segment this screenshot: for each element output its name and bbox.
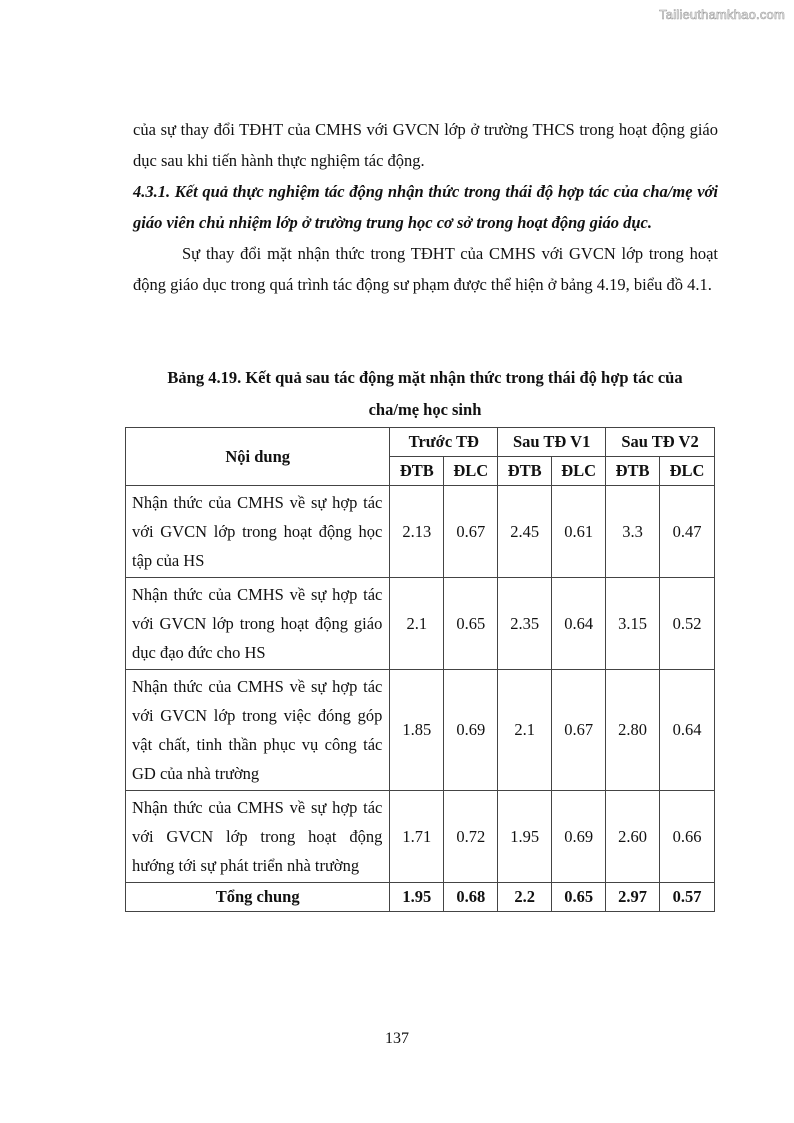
- cell-value: 0.52: [660, 578, 715, 670]
- subheader-dtb: ĐTB: [390, 457, 444, 486]
- cell-value: 3.15: [606, 578, 660, 670]
- subheader-dlc: ĐLC: [444, 457, 498, 486]
- total-value: 2.2: [498, 883, 552, 912]
- cell-value: 3.3: [606, 486, 660, 578]
- section-heading: 4.3.1. Kết quả thực nghiệm tác động nhận thức trong thái độ hợp tác của cha/mẹ với giáo viên chủ nhiệm lớp ở trường trung học cơ sở trong hoạt động giáo dục.: [133, 182, 718, 232]
- cell-value: 0.69: [444, 670, 498, 791]
- cell-value: 2.35: [498, 578, 552, 670]
- table-total-row: [126, 883, 715, 912]
- total-value: 0.68: [444, 883, 498, 912]
- table-header-row: [126, 428, 715, 457]
- total-label: Tổng chung: [126, 883, 390, 912]
- cell-value: 0.64: [660, 670, 715, 791]
- total-value: 2.97: [606, 883, 660, 912]
- cell-value: 1.85: [390, 670, 444, 791]
- row-label: Nhận thức của CMHS về sự hợp tác với GVCN lớp trong hoạt động học tập của HS: [126, 486, 390, 578]
- total-value: 0.65: [552, 883, 606, 912]
- header-group-before: Trước TĐ: [390, 428, 498, 457]
- total-value: 0.57: [660, 883, 715, 912]
- table-caption-line-2: cha/mẹ học sinh: [368, 400, 482, 419]
- cell-value: 0.65: [444, 578, 498, 670]
- watermark-text: Tailieuthamkhao.com: [659, 7, 785, 22]
- cell-value: 2.45: [498, 486, 552, 578]
- table-row: [126, 791, 715, 883]
- table-row: [126, 578, 715, 670]
- cell-value: 0.67: [444, 486, 498, 578]
- subheader-dlc: ĐLC: [552, 457, 606, 486]
- cell-value: 1.71: [390, 791, 444, 883]
- cell-value: 0.72: [444, 791, 498, 883]
- table-caption-line-1: Bảng 4.19. Kết quả sau tác động mặt nhận thức trong thái độ hợp tác của: [167, 368, 683, 387]
- row-label: Nhận thức của CMHS về sự hợp tác với GVCN lớp trong hoạt động giáo dục đạo đức cho HS: [126, 578, 390, 670]
- row-label: Nhận thức của CMHS về sự hợp tác với GVCN lớp trong hoạt động hướng tới sự phát triển nhà trường: [126, 791, 390, 883]
- table-row: [126, 670, 715, 791]
- cell-value: 1.95: [498, 791, 552, 883]
- body-text: [133, 114, 718, 300]
- cell-value: 0.64: [552, 578, 606, 670]
- header-content: Nội dung: [126, 428, 390, 486]
- subheader-dtb: ĐTB: [606, 457, 660, 486]
- paragraph-continuation: của sự thay đổi TĐHT của CMHS với GVCN lớp ở trường THCS trong hoạt động giáo dục sau khi tiến hành thực nghiệm tác động.: [133, 120, 718, 170]
- page-number: 137: [385, 1030, 409, 1047]
- cell-value: 2.60: [606, 791, 660, 883]
- total-value: 1.95: [390, 883, 444, 912]
- cell-value: 0.66: [660, 791, 715, 883]
- cell-value: 0.69: [552, 791, 606, 883]
- results-table: [125, 427, 715, 912]
- cell-value: 0.67: [552, 670, 606, 791]
- cell-value: 0.61: [552, 486, 606, 578]
- cell-value: 2.13: [390, 486, 444, 578]
- subheader-dtb: ĐTB: [498, 457, 552, 486]
- cell-value: 2.80: [606, 670, 660, 791]
- table-row: [126, 486, 715, 578]
- header-group-after-v2: Sau TĐ V2: [606, 428, 715, 457]
- paragraph-intro: Sự thay đổi mặt nhận thức trong TĐHT của CMHS với GVCN lớp trong hoạt động giáo dục trong quá trình tác động sư phạm được thể hiện ở bảng 4.19, biểu đồ 4.1.: [133, 244, 718, 294]
- cell-value: 0.47: [660, 486, 715, 578]
- row-label: Nhận thức của CMHS về sự hợp tác với GVCN lớp trong việc đóng góp vật chất, tinh thần phục vụ công tác GD của nhà trường: [126, 670, 390, 791]
- subheader-dlc: ĐLC: [660, 457, 715, 486]
- cell-value: 2.1: [390, 578, 444, 670]
- cell-value: 2.1: [498, 670, 552, 791]
- header-group-after-v1: Sau TĐ V1: [498, 428, 606, 457]
- table-caption: [125, 362, 725, 426]
